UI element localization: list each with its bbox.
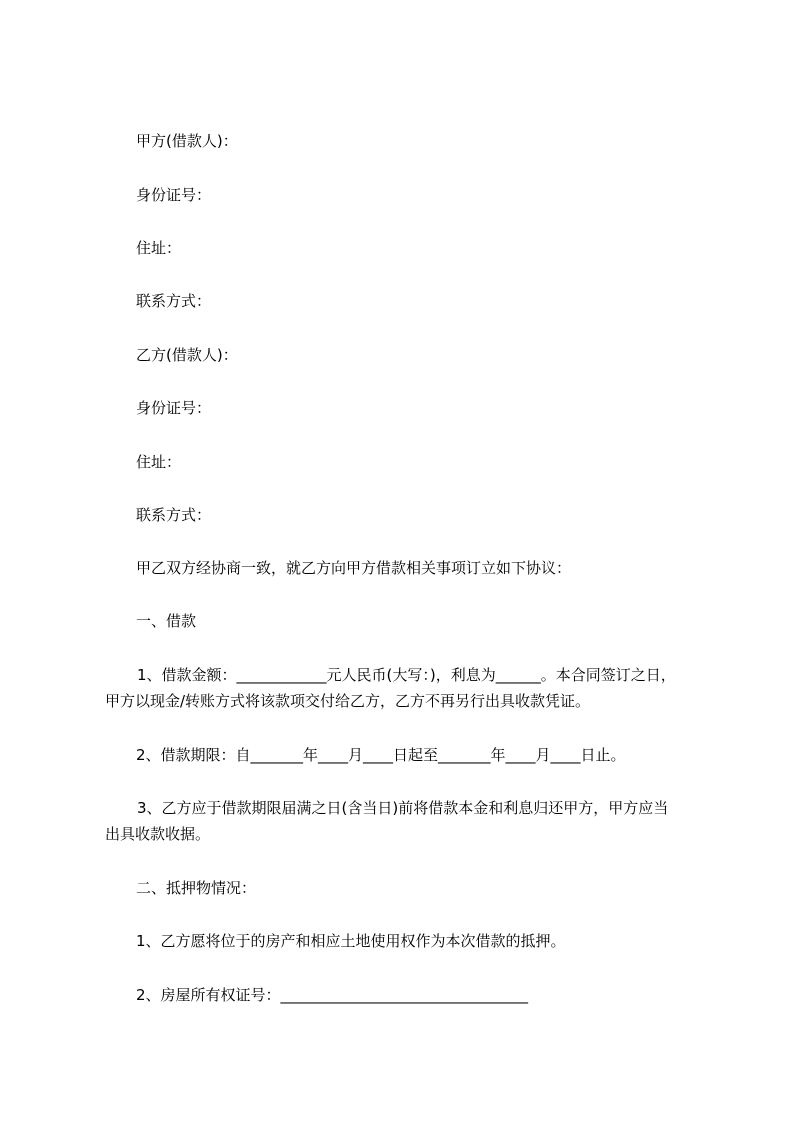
clause-1-line-2: 甲方以现金/转账方式将该款项交付给乙方，乙方不再另行出具收款凭证。 xyxy=(105,692,591,710)
party-b-address-label: 住址： xyxy=(136,453,182,471)
party-a-address-label: 住址： xyxy=(136,239,182,257)
clause-2: 2、借款期限：自_______年____月____日起至_______年____月____日止。 xyxy=(136,746,626,764)
clause-1-line-1: 1、借款金额：____________元人民币(大写：)，利息为______。本合同签订之日， xyxy=(137,666,676,684)
clause-2-2: 2、房屋所有权证号：_________________________________ xyxy=(136,986,529,1004)
party-a-label: 甲方(借款人)： xyxy=(136,132,238,150)
party-b-id-label: 身份证号： xyxy=(136,399,212,417)
clause-2-1: 1、乙方愿将位于的房产和相应土地使用权作为本次借款的抵押。 xyxy=(136,932,566,950)
clause-3-line-2: 出具收款收据。 xyxy=(105,825,211,843)
party-a-id-label: 身份证号： xyxy=(136,186,212,204)
party-b-contact-label: 联系方式： xyxy=(136,506,212,524)
clause-3-line-1: 3、乙方应于借款期限届满之日(含当日)前将借款本金和利息归还甲方，甲方应当 xyxy=(137,799,669,817)
party-b-label: 乙方(借款人)： xyxy=(136,346,238,364)
party-a-contact-label: 联系方式： xyxy=(136,292,212,310)
section-2-title: 二、抵押物情况： xyxy=(136,879,257,897)
intro-paragraph: 甲乙双方经协商一致，就乙方向甲方借款相关事项订立如下协议： xyxy=(136,559,572,577)
section-1-title: 一、借款 xyxy=(136,612,197,630)
